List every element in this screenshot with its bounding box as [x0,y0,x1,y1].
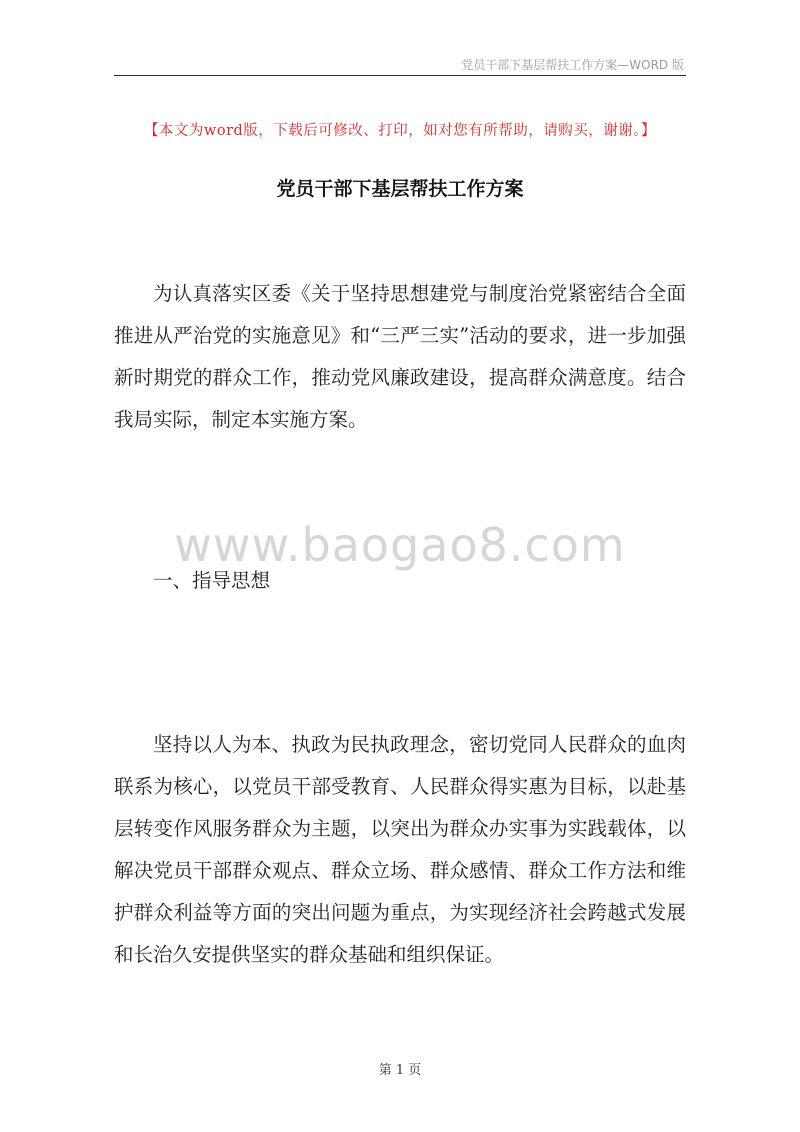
guiding-ideology-paragraph: 坚持以人为本、执政为民执政理念，密切党同人民群众的血肉联系为核心，以党员干部受教育、人民群众得实惠为目标，以赴基层转变作风服务群众为主题，以突出为群众办实事为实践载体，以解决党员干部群众观点、群众立场、群众感情、群众工作方法和维护群众利益等方面的突出问题为重点，为实现经济社会跨越式发展和长治久安提供坚实的群众基础和组织保证。 [114,733,686,966]
document-title: 党员干部下基层帮扶工作方案 [276,178,524,200]
intro-paragraph: 为认真落实区委《关于坚持思想建党与制度治党紧密结合全面推进从严治党的实施意见》和“三严三实”活动的要求，进一步加强新时期党的群众工作，推动党风廉政建设，提高群众满意度。结合我局实际，制定本实施方案。 [114,282,686,431]
watermark-text: www.baogao8.com [174,518,626,572]
page-number: 第 1 页 [378,1063,422,1078]
header-divider [114,75,686,76]
section-heading-guiding-ideology: 一、指导思想 [153,569,271,592]
running-header-title: 党员干部下基层帮扶工作方案—WORD 版 [461,58,684,72]
purchase-notice: 【本文为word版，下载后可修改、打印，如对您有所帮助，请购买，谢谢。】 [143,123,657,139]
